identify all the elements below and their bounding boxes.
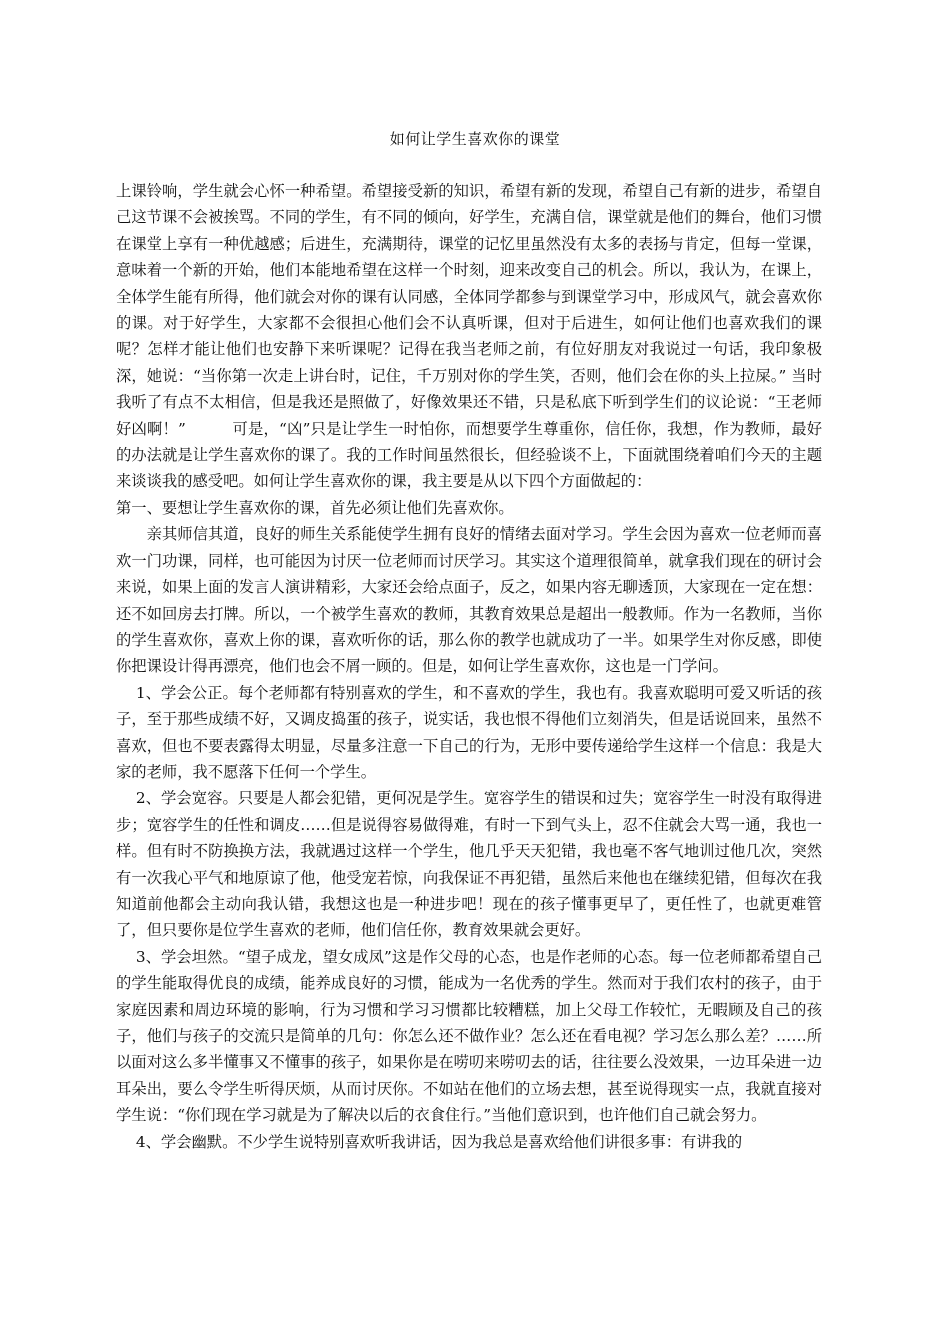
paragraph-point-calmness: 3、学会坦然。“望子成龙，望女成凤”这是作父母的心态，也是作老师的心态。每一位老师都希望自己的学生能取得优良的成绩，能养成良好的习惯，能成为一名优秀的学生。然而对于我们农村的孩子，由于家庭因素和周边环境的影响，行为习惯和学习习惯都比较糟糕，加上父母工作较忙，无暇顾及自己的孩子，他们与孩子的交流只是简单的几句：你怎么还不做作业？怎么还在看电视？学习怎么那么差？……所以面对这么多半懂事又不懂事的孩子，如果你是在唠叨来唠叨去的话，往往要么没效果，一边耳朵进一边耳朵出，要么令学生听得厌烦，从而讨厌你。不如站在他们的立场去想，甚至说得现实一点，我就直接对学生说：“你们现在学习就是为了解决以后的衣食住行。”当他们意识到，也许他们自己就会努力。 [116, 947, 822, 1125]
paragraph-point-tolerance: 2、学会宽容。只要是人都会犯错，更何况是学生。宽容学生的错误和过失；宽容学生一时没有取得进步；宽容学生的任性和调皮……但是说得容易做得难，有时一下到气头上，忍不住就会大骂一通，我也一样。但有时不防换换方法，我就遇过这样一个学生，他几乎天天犯错，我也毫不客气地训过他几次，突然有一次我心平气和地原谅了他，他受宠若惊，向我保证不再犯错，虽然后来他也在继续犯错，但每次在我知道前他都会主动向我认错，我想这也是一种进步吧！现在的孩子懂事更早了，更任性了，也就更难管了，但只要你是位学生喜欢的老师，他们信任你，教育效果就会更好。 [116, 789, 822, 940]
paragraph-point-humor: 4、学会幽默。不少学生说特别喜欢听我讲话，因为我总是喜欢给他们讲很多事：有讲我的 [135, 1132, 743, 1151]
paragraph-point-fairness: 1、学会公正。每个老师都有特别喜欢的学生，和不喜欢的学生，我也有。我喜欢聪明可爱又听话的孩子，至于那些成绩不好，又调皮捣蛋的孩子，说实话，我也恨不得他们立刻消失，但是话说回来，虽然不喜欢，但也不要表露得太明显，尽量多注意一下自己的行为，无形中要传递给学生这样一个信息：我是大家的老师，我不愿落下任何一个学生。 [116, 683, 822, 781]
paragraph-intro: 上课铃响，学生就会心怀一种希望。希望接受新的知识，希望有新的发现，希望自己有新的进步，希望自己这节课不会被挨骂。不同的学生，有不同的倾向，好学生，充满自信，课堂就是他们的舞台，他们习惯在课堂上享有一种优越感；后进生，充满期待，课堂的记忆里虽然没有太多的表扬与肯定，但每一堂课，意味着一个新的开始，他们本能地希望在这样一个时刻，迎来改变自己的机会。所以，我认为，在课上，全体学生能有所得，他们就会对你的课有认同感，全体同学都参与到课堂学习中，形成风气，就会喜欢你的课。对于好学生，大家都不会很担心他们会不认真听课，但对于后进生，如何让他们也喜欢我们的课呢？怎样才能让他们也安静下来听课呢？记得在我当老师之前，有位好朋友对我说过一句话，我印象极深，她说：“当你第一次走上讲台时，记住，千万别对你的学生笑，否则，他们会在你的头上拉屎。” 当时我听了有点不太相信，但是我还是照做了，好像效果还不错，只是私底下听到学生们的议论说：“王老师好凶啊！” 可是，“凶”只是让学生一时怕你，而想要学生尊重你，信任你，我想，作为教师，最好的办法就是让学生喜欢你的课了。我的工作时间虽然很长，但经验谈不上，下面就围绕着咱们今天的主题来谈谈我的感受吧。如何让学生喜欢你的课，我主要是从以下四个方面做起的： [116, 182, 822, 491]
paragraph-teacher-student-relationship: 亲其师信其道，良好的师生关系能使学生拥有良好的情绪去面对学习。学生会因为喜欢一位老师而喜欢一门功课，同样，也可能因为讨厌一位老师而讨厌学习。其实这个道理很简单，就拿我们现在的研讨会来说，如果上面的发言人演讲精彩，大家还会给点面子，反之，如果内容无聊透顶，大家现在一定在想：还不如回房去打牌。所以，一个被学生喜欢的教师，其教育效果总是超出一般教师。作为一名教师，当你的学生喜欢你，喜欢上你的课，喜欢听你的话，那么你的教学也就成功了一半。如果学生对你反感，即使你把课设计得再漂亮，他们也会不屑一顾的。但是，如何让学生喜欢你，这也是一门学问。 [116, 525, 822, 676]
document-body [116, 178, 822, 1155]
document-title: 如何让学生喜欢你的课堂 [389, 130, 561, 148]
paragraph-section-one-heading: 第一、要想让学生喜欢你的课，首先必须让他们先喜欢你。 [116, 498, 514, 517]
